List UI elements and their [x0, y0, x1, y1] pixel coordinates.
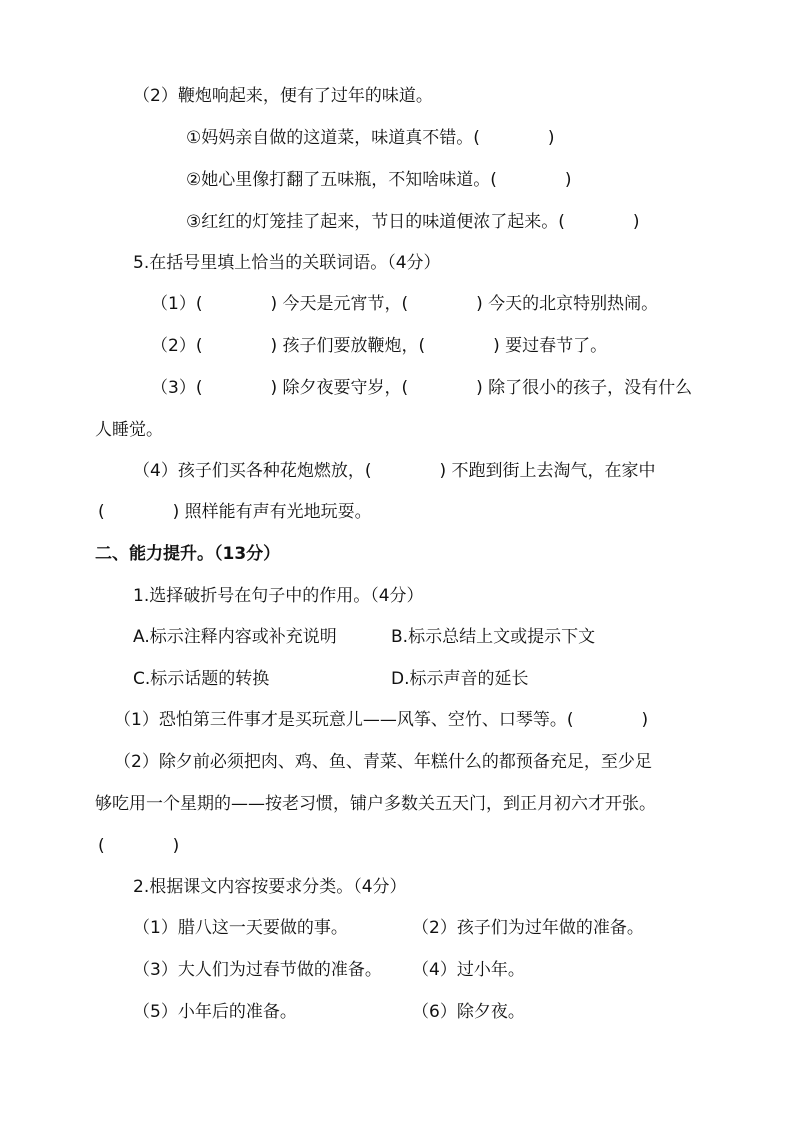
q5-item-4-continued: ( ) 照样能有声有光地玩耍。 [98, 502, 372, 522]
classify-item-5: （5）小年后的准备。 [133, 1002, 297, 1022]
q5-item-2: （2）( ) 孩子们要放鞭炮，( ) 要过春节了。 [151, 336, 608, 356]
classify-item-1: （1）腊八这一天要做的事。 [133, 918, 348, 938]
classify-item-6: （6）除夕夜。 [412, 1002, 525, 1022]
option-3-sentence: ③红红的灯笼挂了起来，节日的味道便浓了起来。( ) [186, 212, 640, 232]
classify-item-3: （3）大人们为过春节做的准备。 [133, 960, 382, 980]
question-5-heading: 5.在括号里填上恰当的关联词语。（4分） [133, 253, 441, 273]
option-1-sentence: ①妈妈亲自做的这道菜，味道真不错。( ) [186, 128, 555, 148]
choice-a: A.标示注释内容或补充说明 [133, 627, 337, 647]
q5-item-4: （4）孩子们买各种花炮燃放，( ) 不跑到街上去淘气，在家中 [133, 461, 656, 481]
section-2-heading: 二、能力提升。（13分） [95, 544, 281, 564]
option-2-sentence: ②她心里像打翻了五味瓶，不知啥味道。( ) [186, 170, 572, 190]
question-2-prompt: （2）鞭炮响起来，便有了过年的味道。 [133, 86, 433, 106]
dash-item-2-continued: 够吃用一个星期的——按老习惯，铺户多数关五天门，到正月初六才开张。 [95, 794, 656, 814]
q5-item-3: （3）( ) 除夕夜要守岁，( ) 除了很小的孩子，没有什么 [151, 378, 693, 398]
classify-item-4: （4）过小年。 [412, 960, 525, 980]
classify-item-2: （2）孩子们为过年做的准备。 [412, 918, 644, 938]
dash-question-heading: 1.选择破折号在句子中的作用。（4分） [133, 586, 424, 606]
classify-heading: 2.根据课文内容按要求分类。（4分） [133, 877, 407, 897]
choice-d: D.标示声音的延长 [391, 669, 529, 689]
choice-b: B.标示总结上文或提示下文 [391, 627, 596, 647]
q5-item-1: （1）( ) 今天是元宵节，( ) 今天的北京特别热闹。 [151, 294, 659, 314]
dash-item-2-answer: ( ) [98, 836, 180, 856]
dash-item-1: （1）恐怕第三件事才是买玩意儿——风筝、空竹、口琴等。( ) [114, 710, 649, 730]
q5-item-3-continued: 人睡觉。 [95, 420, 163, 440]
choice-c: C.标示话题的转换 [133, 669, 270, 689]
dash-item-2: （2）除夕前必须把肉、鸡、鱼、青菜、年糕什么的都预备充足，至少足 [114, 752, 652, 772]
